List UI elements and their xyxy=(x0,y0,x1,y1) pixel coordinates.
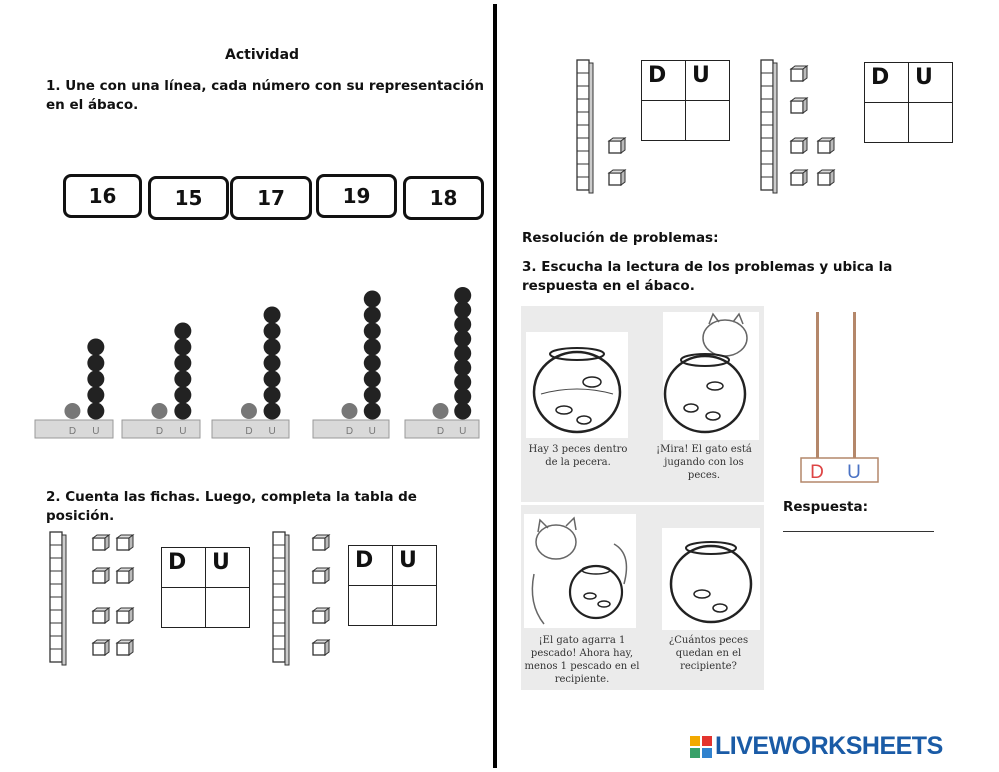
number-box[interactable]: 19 xyxy=(316,174,397,218)
unit-cube xyxy=(609,138,625,153)
abacus xyxy=(405,287,479,438)
ten-rod xyxy=(273,532,289,665)
ten-rod xyxy=(50,532,66,665)
abacus-tens-label: D xyxy=(155,426,164,437)
fishbowl-illustration xyxy=(662,528,760,630)
units-header: U xyxy=(393,546,437,586)
tens-header: D xyxy=(642,61,686,101)
story-caption: Hay 3 peces dentro de la pecera. xyxy=(528,444,628,468)
unit-cube xyxy=(313,568,329,583)
units-bead xyxy=(174,403,191,420)
fishbowl-illustration xyxy=(526,332,628,438)
tens-bead xyxy=(433,403,449,419)
units-bead xyxy=(174,323,191,340)
panel-separator xyxy=(521,502,764,505)
units-bead xyxy=(87,403,104,420)
abacus-tens-label: D xyxy=(345,426,354,437)
units-answer-cell[interactable] xyxy=(909,103,953,143)
units-bead xyxy=(174,387,191,404)
number-box[interactable]: 18 xyxy=(403,176,484,220)
story-caption: ¡Mira! El gato está jugando con los peces. xyxy=(656,444,752,481)
ten-rod xyxy=(577,60,593,193)
abacus-units-label: U xyxy=(268,426,276,437)
column-divider xyxy=(493,4,497,768)
units-bead xyxy=(264,403,281,420)
tens-header: D xyxy=(349,546,393,586)
number-box[interactable]: 16 xyxy=(63,174,142,218)
abacus-units-label: U xyxy=(179,426,187,437)
tens-answer-cell[interactable] xyxy=(642,101,686,141)
unit-cube xyxy=(313,608,329,623)
units-bead xyxy=(454,287,471,304)
number-box[interactable]: 15 xyxy=(148,176,229,220)
answer-line[interactable] xyxy=(783,531,934,532)
abacus-tens-label: D xyxy=(68,426,77,437)
number-box[interactable]: 17 xyxy=(230,176,312,220)
tens-header: D xyxy=(162,548,206,588)
units-bead xyxy=(264,371,281,388)
base-ten-blocks xyxy=(572,58,642,198)
place-value-table xyxy=(161,547,250,628)
units-bead xyxy=(264,339,281,356)
units-answer-cell[interactable] xyxy=(206,588,250,628)
abacus-tens-label: D xyxy=(810,462,824,483)
tens-bead xyxy=(64,403,80,419)
story-caption: ¡El gato agarra 1 pescado! Ahora hay, menos 1 pescado en el recipiente. xyxy=(524,635,640,685)
units-bead xyxy=(364,371,381,388)
units-bead xyxy=(364,291,381,308)
units-header: U xyxy=(206,548,250,588)
tens-bead xyxy=(241,403,257,419)
units-bead xyxy=(264,323,281,340)
units-answer-cell[interactable] xyxy=(393,586,437,626)
section-title: Resolución de problemas: xyxy=(522,230,719,246)
instruction-3: 3. Escucha la lectura de los problemas y ubica la respuesta en el ábaco. xyxy=(522,259,893,294)
story-panel xyxy=(521,306,764,690)
unit-cube xyxy=(609,170,625,185)
abacus-units-label: U xyxy=(368,426,376,437)
unit-cube xyxy=(791,170,807,185)
unit-cube xyxy=(117,535,133,550)
place-value-table xyxy=(641,60,730,141)
unit-cube xyxy=(117,608,133,623)
story-caption: ¿Cuántos peces quedan en el recipiente? xyxy=(668,635,749,672)
units-header: U xyxy=(909,63,953,103)
units-bead xyxy=(264,355,281,372)
units-header: U xyxy=(686,61,730,101)
instruction-2: 2. Cuenta las fichas. Luego, completa la tabla de posición. xyxy=(46,489,417,524)
unit-cube xyxy=(93,568,109,583)
unit-cube xyxy=(93,535,109,550)
units-bead xyxy=(364,323,381,340)
logo-text: LIVEWORKSHEETS xyxy=(715,732,943,760)
unit-cube xyxy=(313,640,329,655)
abacus xyxy=(122,323,200,439)
cat-fish-illustration xyxy=(524,514,636,628)
ten-rod xyxy=(761,60,777,193)
unit-cube xyxy=(791,66,807,81)
units-bead xyxy=(174,371,191,388)
units-bead xyxy=(364,307,381,324)
unit-cube xyxy=(313,535,329,550)
place-value-table xyxy=(864,62,953,143)
units-bead xyxy=(364,387,381,404)
abacus xyxy=(313,291,389,439)
units-bead xyxy=(364,403,381,420)
base-ten-blocks xyxy=(45,530,145,670)
units-bead xyxy=(264,307,281,324)
tens-header: D xyxy=(865,63,909,103)
unit-cube xyxy=(818,170,834,185)
tens-bead xyxy=(151,403,167,419)
base-ten-blocks xyxy=(268,530,348,670)
abacus xyxy=(212,307,289,439)
abacus-tens-label: D xyxy=(245,426,253,437)
instruction-1: 1. Une con una línea, cada número con su representación en el ábaco. xyxy=(46,78,484,113)
abacus xyxy=(35,339,113,439)
tens-answer-cell[interactable] xyxy=(162,588,206,628)
tens-answer-cell[interactable] xyxy=(349,586,393,626)
place-value-table xyxy=(348,545,437,626)
units-bead xyxy=(364,339,381,356)
units-bead xyxy=(174,355,191,372)
abacus-tens-label: D xyxy=(436,426,445,437)
page-title: Actividad xyxy=(225,47,300,63)
abacus-units-label: U xyxy=(847,462,861,483)
unit-cube xyxy=(117,640,133,655)
units-bead xyxy=(87,355,104,372)
unit-cube xyxy=(791,98,807,113)
units-bead xyxy=(174,339,191,356)
unit-cube xyxy=(818,138,834,153)
tens-answer-cell[interactable] xyxy=(865,103,909,143)
cat-fishbowl-illustration xyxy=(663,312,759,440)
units-answer-cell[interactable] xyxy=(686,101,730,141)
units-bead xyxy=(264,387,281,404)
liveworksheets-logo xyxy=(690,732,943,761)
answer-abacus[interactable] xyxy=(798,310,882,485)
abacus-row xyxy=(30,285,490,445)
unit-cube xyxy=(93,608,109,623)
abacus-units-label: U xyxy=(92,426,100,437)
logo-icon xyxy=(690,736,712,758)
units-bead xyxy=(87,387,104,404)
unit-cube xyxy=(93,640,109,655)
abacus-units-label: U xyxy=(459,426,467,437)
unit-cube xyxy=(117,568,133,583)
unit-cube xyxy=(791,138,807,153)
tens-bead xyxy=(341,403,357,419)
base-ten-blocks xyxy=(756,58,856,198)
units-bead xyxy=(364,355,381,372)
units-bead xyxy=(87,371,104,388)
answer-label: Respuesta: xyxy=(783,499,869,515)
units-bead xyxy=(87,339,104,356)
